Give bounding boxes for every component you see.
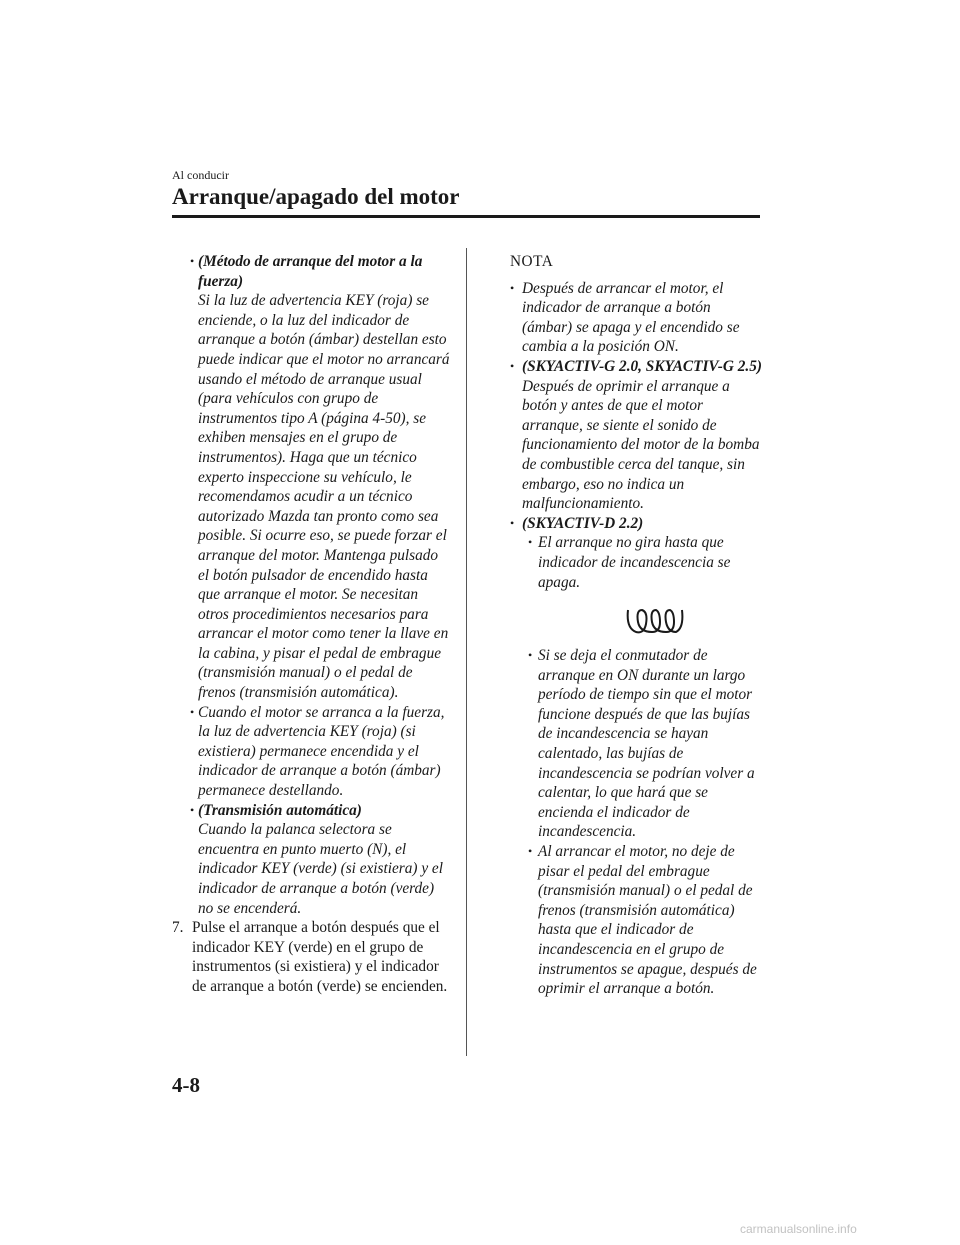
list-item xyxy=(510,514,764,534)
bullet-text: Después de oprimir el arranque a botón y antes de que el motor arranque, se siente el sonido de funcionamiento del motor de la bomba de combustible cerca del tanque, sin embargo, eso no indica un malfuncionamiento. xyxy=(522,377,760,513)
list-item xyxy=(172,801,452,919)
watermark: carmanualsonline.info xyxy=(740,1222,857,1236)
left-column xyxy=(172,252,452,997)
bullet-text: Cuando la palanca selectora se encuentra en punto muerto (N), el indicador KEY (verde) (si existiera) y el indicador de arranque a botón (verde) no se encenderá. xyxy=(198,821,443,917)
bullet-text: Cuando el motor se arranca a la fuerza, la luz de advertencia KEY (roja) (si existiera) permanece encendida y el indicador de arranque a botón (ámbar) permanece destellando. xyxy=(198,703,445,800)
list-item xyxy=(172,703,452,801)
bullet-text: Si la luz de advertencia KEY (roja) se enciende, o la luz del indicador de arranque a botón (ámbar) destellan esto puede indicar que el motor no arrancará usando el método de arranque usual (para vehículos con grupo de instrumentos tipo A (página 4-50), se exhiben mensajes en el grupo de instrumentos). Haga que un técnico experto inspeccione su vehículo, le recomendamos acudir a un técnico autorizado Mazda tan pronto como sea posible. Si ocurre eso, se puede forzar el arranque del motor. Mantenga pulsado el botón pulsador de encendido hasta que arranque el motor. Se necesitan otros procedimientos necesarios para arrancar el motor como tener la llave en la cabina, y pisar el pedal de embrague (transmisión manual) o el pedal de frenos (transmisión automática). xyxy=(198,292,450,702)
list-item xyxy=(510,357,764,514)
section-label: Al conducir xyxy=(172,168,229,182)
bullet-icon: • xyxy=(528,648,533,663)
sub-bullet-text: Al arrancar el motor, no deje de pisar el pedal del embrague (transmisión manual) o el pedal de frenos (transmisión automática) hasta que el indicador de incandescencia en el grupo de instrumentos se apague, después de oprimir el arranque a botón. xyxy=(538,843,757,998)
sub-bullet-text: Si se deja el conmutador de arranque en ON durante un largo período de tiempo sin que el motor funcione después de que las bujías de incandescencia se hayan calentado, las bujías de incandescencia se podrían volver a calentar, lo que hará que se encienda el indicador de incandescencia. xyxy=(538,647,755,841)
note-title: NOTA xyxy=(510,253,554,270)
bullet-text: Después de arrancar el motor, el indicador de arranque a botón (ámbar) se apaga y el encendido se cambia a la posición ON. xyxy=(522,279,740,356)
bullet-icon: • xyxy=(510,358,515,373)
step-7 xyxy=(172,918,452,996)
bullet-heading: (SKYACTIV-G 2.0, SKYACTIV-G 2.5) xyxy=(522,357,762,375)
column-divider xyxy=(466,248,467,1056)
bullet-icon: • xyxy=(190,704,195,719)
bullet-icon: • xyxy=(190,254,195,268)
page-title: Arranque/apagado del motor xyxy=(172,184,460,209)
bullet-icon: • xyxy=(510,280,515,295)
sub-list-item xyxy=(510,533,764,592)
sub-list-item xyxy=(510,646,764,842)
sub-list-item xyxy=(510,842,764,999)
list-item xyxy=(510,279,764,357)
step-number: 7. xyxy=(172,919,184,937)
bullet-icon: • xyxy=(190,802,195,817)
title-rule xyxy=(172,215,760,218)
right-column xyxy=(510,252,764,999)
bullet-icon: • xyxy=(528,844,533,859)
bullet-icon: • xyxy=(528,535,533,550)
glow-plug-indicator-icon xyxy=(622,602,688,636)
list-item xyxy=(172,252,452,703)
bullet-heading: (Método de arranque del motor a la fuerza) xyxy=(198,253,423,290)
sub-bullet-text: El arranque no gira hasta que indicador de incandescencia se apaga. xyxy=(538,534,731,591)
bullet-icon: • xyxy=(510,515,515,530)
bullet-heading: (SKYACTIV-D 2.2) xyxy=(522,514,644,532)
page-number: 4-8 xyxy=(172,1073,200,1097)
bullet-heading: (Transmisión automática) xyxy=(198,801,362,819)
step-text: Pulse el arranque a botón después que el indicador KEY (verde) en el grupo de instrumentos (si existiera) y el indicador de arranque a botón (verde) se encienden. xyxy=(192,919,448,995)
